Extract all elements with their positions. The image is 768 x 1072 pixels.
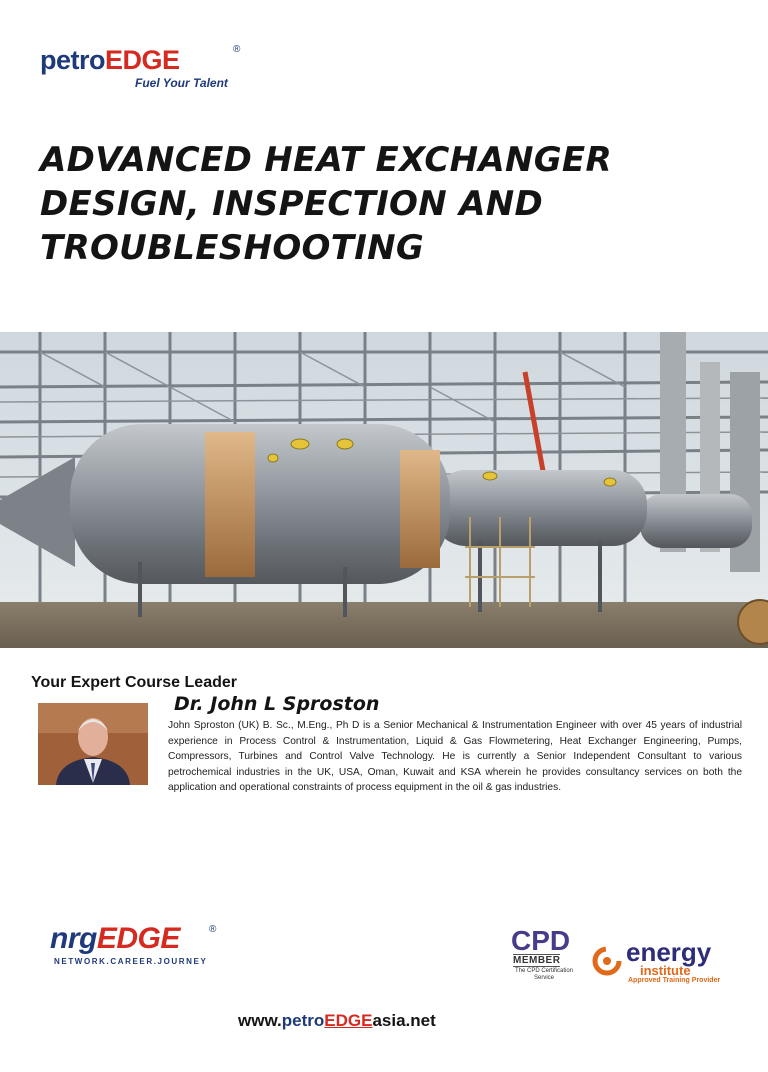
petroedge-wordmark: petroEDGE [40, 45, 180, 75]
energy-tagline: Approved Training Provider [628, 977, 721, 984]
registered-mark: ® [233, 44, 241, 55]
title-line-2: DESIGN, INSPECTION AND [40, 184, 544, 224]
cpd-wordmark: CPD [511, 925, 571, 956]
tagline: Fuel Your Talent [135, 76, 228, 90]
nrgedge-logo [50, 922, 225, 974]
energy-wordmark: energy [626, 937, 712, 967]
nrgedge-tagline: NETWORK.CAREER.JOURNEY [54, 957, 208, 966]
leader-name: Dr. John L Sproston [174, 693, 380, 715]
energy-institute-logo [592, 938, 742, 986]
course-title [40, 138, 740, 270]
energy-swirl-icon [592, 946, 622, 976]
petroedge-logo [40, 44, 250, 94]
nrgedge-wordmark: nrgEDGE [50, 922, 180, 955]
heat-exchanger-photo [0, 332, 768, 648]
leader-bio: John Sproston (UK) B. Sc., M.Eng., Ph D is a Senior Mechanical & Instrumentation Engineer with over 45 years of industrial experience in Process Control & Instrumentation, Liquid & Gas Flowmetering, Heat Exchanger Engineering, Pumps, Compressors, Turbines and Control Valve Technology. He is currently a Senior Independent Consultant to various petrochemical industries in the UK, USA, Oman, Kuwait and KSA wherein he provides consultancy services on both the application and operational constraints of process equipment in the oil & gas industries. [168, 720, 742, 794]
cpd-member-label: MEMBER [513, 955, 561, 966]
leader-heading: Your Expert Course Leader [31, 674, 237, 691]
website-link[interactable]: www.petroEDGEasia.net [238, 1011, 436, 1030]
cpd-service-label: The CPD Certification Service [514, 968, 574, 981]
title-line-1: ADVANCED HEAT EXCHANGER [40, 140, 612, 180]
registered-mark: ® [209, 924, 217, 935]
title-line-3: TROUBLESHOOTING [40, 228, 425, 268]
institute-wordmark: institute [640, 963, 691, 978]
leader-portrait [38, 703, 148, 785]
cpd-member-logo [505, 926, 583, 988]
